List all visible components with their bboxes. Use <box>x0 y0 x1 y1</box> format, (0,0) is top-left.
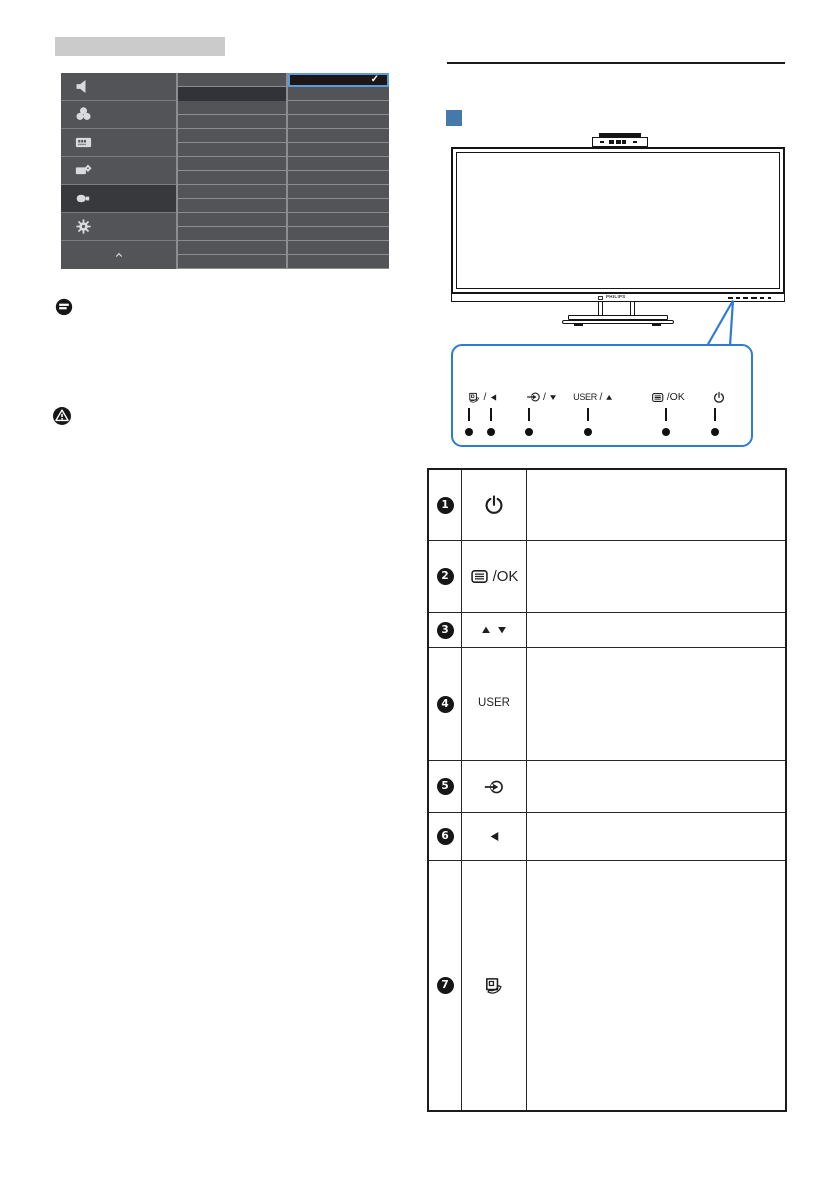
osd-menu-row <box>178 73 286 87</box>
osd-menu-row <box>178 129 286 143</box>
table-row <box>429 760 785 812</box>
warning-icon <box>51 405 73 427</box>
osd-middle-column <box>178 73 286 269</box>
osd-menu-row <box>178 255 286 269</box>
osd-sidebar-item-language <box>61 129 176 157</box>
callout-dot <box>465 428 473 436</box>
description-cell <box>527 470 785 540</box>
table-row <box>429 470 785 540</box>
panel-button-2 <box>527 389 558 405</box>
menu-icon-wrap <box>470 567 489 586</box>
callout-tick <box>468 408 470 421</box>
menu-icon <box>651 391 664 404</box>
osd-menu-row <box>178 143 286 157</box>
osd-option-row <box>288 143 389 157</box>
color-icon <box>74 105 93 124</box>
row-number-badge: 2 <box>437 568 454 585</box>
osd-option-row <box>288 101 389 115</box>
callout-dot <box>584 428 592 436</box>
tri-left-icon-wrap <box>488 830 501 843</box>
webcam-icon <box>74 189 93 208</box>
bezel-button-mark <box>743 297 748 300</box>
monitor-bezel <box>451 293 785 302</box>
row-number-badge: 3 <box>437 622 454 639</box>
osd-option-row <box>288 87 389 101</box>
number-cell <box>429 470 462 540</box>
callout-dot <box>525 428 533 436</box>
smartimage-icon-wrap <box>468 391 481 404</box>
section-marker-square <box>446 110 462 126</box>
number-cell <box>429 861 462 1110</box>
row-number-badge: 4 <box>437 696 454 713</box>
description-cell <box>527 613 785 647</box>
osd-sidebar-item-webcam <box>61 185 176 213</box>
warning-icon <box>51 405 73 427</box>
stand-foot <box>574 324 583 327</box>
number-cell <box>429 541 462 612</box>
stand-post <box>630 302 635 316</box>
panel-button-1 <box>468 389 498 405</box>
osd-menu-row <box>178 241 286 255</box>
tri-up-icon-wrap <box>605 393 614 402</box>
osd-option-row <box>288 213 389 227</box>
speaker-icon <box>74 77 93 96</box>
note-icon <box>54 297 74 317</box>
table-row <box>429 647 785 760</box>
osd-sidebar-item-osd-settings <box>61 157 176 185</box>
panel-label: USER <box>573 391 597 402</box>
button-icon-cell <box>462 813 527 860</box>
button-icon-cell <box>462 648 527 760</box>
power-icon-wrap <box>483 494 505 516</box>
osd-sidebar <box>61 73 176 269</box>
osd-option-row <box>288 255 389 269</box>
input-icon-wrap <box>527 390 541 404</box>
panel-button-3 <box>573 389 614 405</box>
input-icon-wrap <box>484 777 504 797</box>
button-icon-cell <box>462 470 527 540</box>
panel-button-4 <box>651 389 685 405</box>
bezel-button-mark <box>728 297 733 300</box>
bezel-button-mark <box>736 297 740 300</box>
osd-sidebar-item-speaker <box>61 73 176 101</box>
callout-tick <box>528 408 530 421</box>
osd-menu-row-highlighted <box>178 87 286 101</box>
chevron-up-icon <box>112 248 126 262</box>
osd-option-row <box>288 115 389 129</box>
philips-logo-icon <box>598 296 603 300</box>
tri-left-icon <box>488 830 501 843</box>
button-icon-cell <box>462 613 527 647</box>
osd-option-row <box>288 129 389 143</box>
osd-menu-row <box>178 213 286 227</box>
panel-label: / <box>599 390 603 403</box>
callout-dot <box>487 428 495 436</box>
osd-sidebar-item-color <box>61 101 176 129</box>
osd-option-row <box>288 171 389 185</box>
brand-label: PHILIPS <box>606 293 626 299</box>
osd-menu-row <box>178 171 286 185</box>
monitor-screen-inner-border <box>456 152 780 289</box>
osd-menu-row <box>178 115 286 129</box>
tri-up-icon-wrap <box>480 624 492 636</box>
note-icon <box>54 297 74 317</box>
osd-right-column <box>288 73 389 269</box>
tri-down-icon <box>496 624 508 636</box>
input-icon <box>527 390 541 404</box>
bezel-button-mark <box>760 297 764 300</box>
number-cell <box>429 613 462 647</box>
osd-option-row-selected <box>288 73 389 87</box>
number-cell <box>429 648 462 760</box>
button-label: USER <box>478 697 510 710</box>
callout-dot <box>711 428 719 436</box>
description-cell <box>527 861 785 1110</box>
section-header-box <box>55 37 225 56</box>
number-cell <box>429 761 462 812</box>
osd-menu-row <box>178 101 286 115</box>
description-cell <box>527 813 785 860</box>
osd-menu-screenshot <box>61 73 389 269</box>
checkmark-icon: ✓ <box>370 74 379 85</box>
button-icon-cell <box>462 861 527 1110</box>
osd-option-row <box>288 185 389 199</box>
callout-tick <box>714 408 716 421</box>
row-number-badge: 6 <box>437 828 454 845</box>
smartimage-icon-wrap <box>484 975 505 996</box>
smartimage-icon <box>484 975 505 996</box>
table-row <box>429 812 785 860</box>
osd-option-row <box>288 199 389 213</box>
callout-dot <box>662 428 670 436</box>
tri-left-icon-wrap <box>489 393 498 402</box>
button-icon-cell <box>462 541 527 612</box>
bezel-button-mark <box>751 297 757 300</box>
stand-post <box>598 302 603 316</box>
tri-up-icon <box>480 624 492 636</box>
power-icon <box>483 494 505 516</box>
table-row <box>429 540 785 612</box>
osd-sidebar-item-gear <box>61 213 176 241</box>
power-icon-wrap <box>713 391 726 404</box>
section-divider-rule <box>447 62 785 64</box>
osd-option-row <box>288 157 389 171</box>
power-icon <box>713 391 726 404</box>
tri-down-icon-wrap <box>548 393 557 402</box>
bezel-button-mark <box>768 297 771 300</box>
stand-foot <box>652 324 661 327</box>
tri-up-icon <box>605 393 614 402</box>
osd-option-row <box>288 241 389 255</box>
osd-sidebar-footer <box>61 241 176 269</box>
button-icon-cell <box>462 761 527 812</box>
osd-settings-icon <box>74 161 93 180</box>
smartimage-icon <box>468 391 481 404</box>
input-icon <box>484 777 504 797</box>
row-number-badge: 7 <box>437 977 454 994</box>
tri-left-icon <box>489 393 498 402</box>
button-label: /OK <box>492 568 519 585</box>
callout-tick <box>490 408 492 421</box>
osd-option-row <box>288 227 389 241</box>
row-number-badge: 1 <box>437 497 454 514</box>
description-cell <box>527 541 785 612</box>
callout-tick <box>665 408 667 421</box>
panel-label: / <box>483 390 487 403</box>
number-cell <box>429 813 462 860</box>
language-icon <box>74 133 93 152</box>
panel-label: /OK <box>666 390 685 403</box>
osd-menu-row <box>178 157 286 171</box>
tri-down-icon-wrap <box>496 624 508 636</box>
panel-button-5 <box>713 389 726 405</box>
osd-menu-row <box>178 227 286 241</box>
osd-menu-row <box>178 199 286 213</box>
osd-menu-row <box>178 185 286 199</box>
gear-icon <box>74 217 93 236</box>
table-row <box>429 860 785 1110</box>
callout-tick <box>587 408 589 421</box>
description-cell <box>527 648 785 760</box>
menu-icon <box>470 567 489 586</box>
panel-label: / <box>543 390 546 403</box>
row-number-badge: 5 <box>437 778 454 795</box>
monitor-screen <box>451 147 785 294</box>
description-cell <box>527 761 785 812</box>
webcam-icon <box>592 137 648 148</box>
menu-icon-wrap <box>651 391 664 404</box>
buttons-description-table <box>427 468 787 1112</box>
tri-down-icon <box>548 393 557 402</box>
control-panel-diagram <box>451 344 753 447</box>
table-row <box>429 612 785 647</box>
